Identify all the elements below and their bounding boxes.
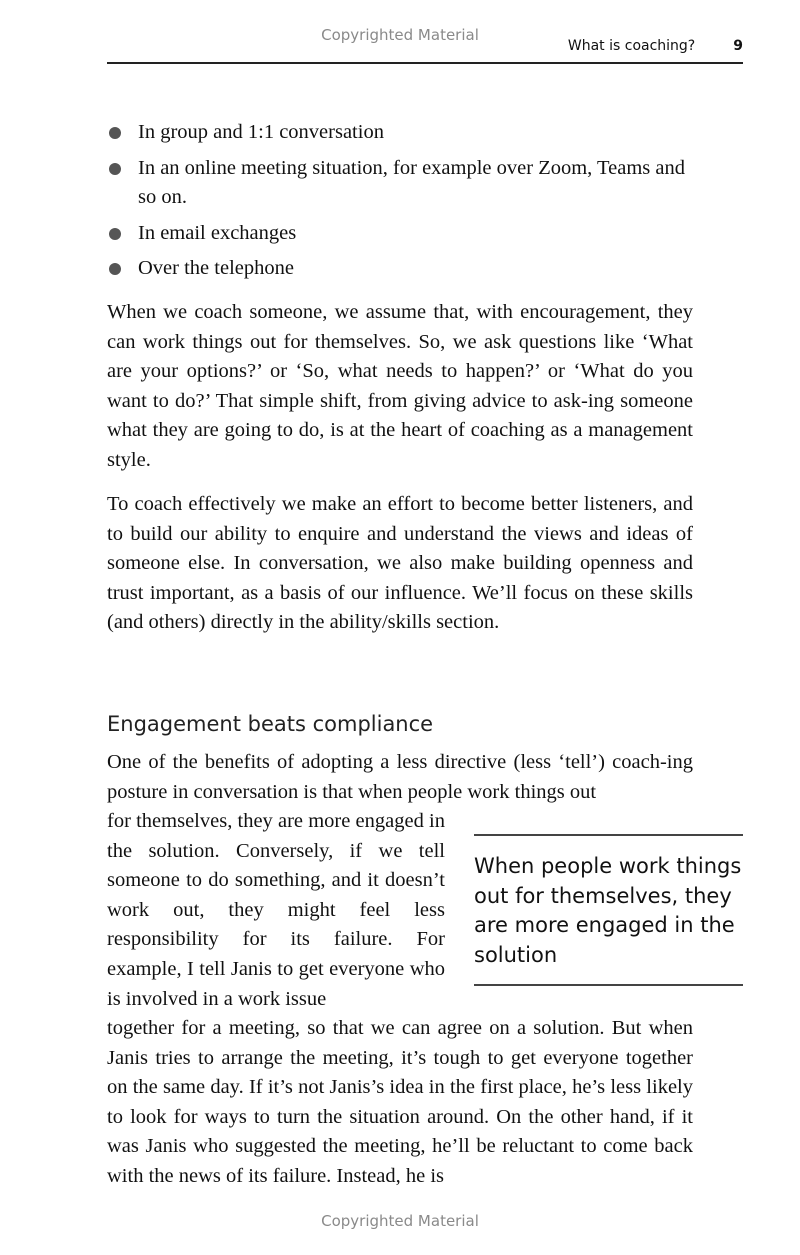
section-heading: Engagement beats compliance	[107, 712, 434, 736]
bullet-list	[107, 118, 697, 290]
running-head	[568, 38, 743, 54]
header-rule	[107, 62, 743, 64]
page-number: 9	[733, 38, 743, 54]
bullet-text: In email exchanges	[138, 221, 297, 244]
body-paragraph: To coach effectively we make an effort to become better listeners, and to build our ability to enquire and understand the views and ideas of someone else. In conversation, we also make building openness and trust important, as a basis of our influence. We’ll focus on these skills (and others) directly in the ability/skills section.	[107, 493, 693, 634]
bullet-text: In an online meeting situation, for example over Zoom, Teams and so on.	[138, 156, 685, 208]
bullet-text: In group and 1:1 conversation	[138, 121, 384, 143]
bullet-text: Over the telephone	[138, 257, 294, 279]
bullet-item	[107, 118, 697, 148]
pull-quote-text: When people work things out for themselves, they are more engaged in the solution	[474, 854, 742, 967]
bullet-dot-icon	[109, 263, 121, 275]
bullet-dot-icon	[109, 127, 121, 139]
bullet-item	[107, 154, 697, 213]
bullet-item	[107, 219, 697, 249]
chapter-title: What is coaching?	[567, 38, 696, 54]
body-paragraph-wrapped: for themselves, they are more engaged in the solution. Conversely, if we tell someone to do something, and it doesn’t work out, they might feel less responsibility for its failure. For example, I tell Janis to get everyone who is involved in a work issue	[107, 810, 445, 1010]
bullet-dot-icon	[109, 228, 121, 240]
copyright-watermark-top: Copyrighted Material	[321, 26, 479, 44]
bullet-item	[107, 254, 697, 284]
pull-quote	[474, 834, 743, 986]
body-paragraph: One of the benefits of adopting a less directive (less ‘tell’) coach-ing posture in conversation is that when people work things out	[107, 751, 693, 803]
body-paragraph: together for a meeting, so that we can agree on a solution. But when Janis tries to arrange the meeting, it’s tough to get everyone together on the same day. If it’s not Janis’s idea in the first place, he’s less likely to look for ways to turn the situation around. On the other hand, if it was Janis who suggested the meeting, he’ll be reluctant to come back with the news of its failure. Instead, he is	[107, 1017, 693, 1187]
bullet-dot-icon	[109, 163, 121, 175]
body-paragraph: When we coach someone, we assume that, with encouragement, they can work things out for themselves. So, we ask questions like ‘What are your options?’ or ‘So, what needs to happen?’ or ‘What do you want to do?’ That simple shift, from giving advice to ask-ing someone what they are going to do, is at the heart of coaching as a management style.	[107, 301, 693, 471]
copyright-watermark-bottom: Copyrighted Material	[321, 1212, 479, 1230]
